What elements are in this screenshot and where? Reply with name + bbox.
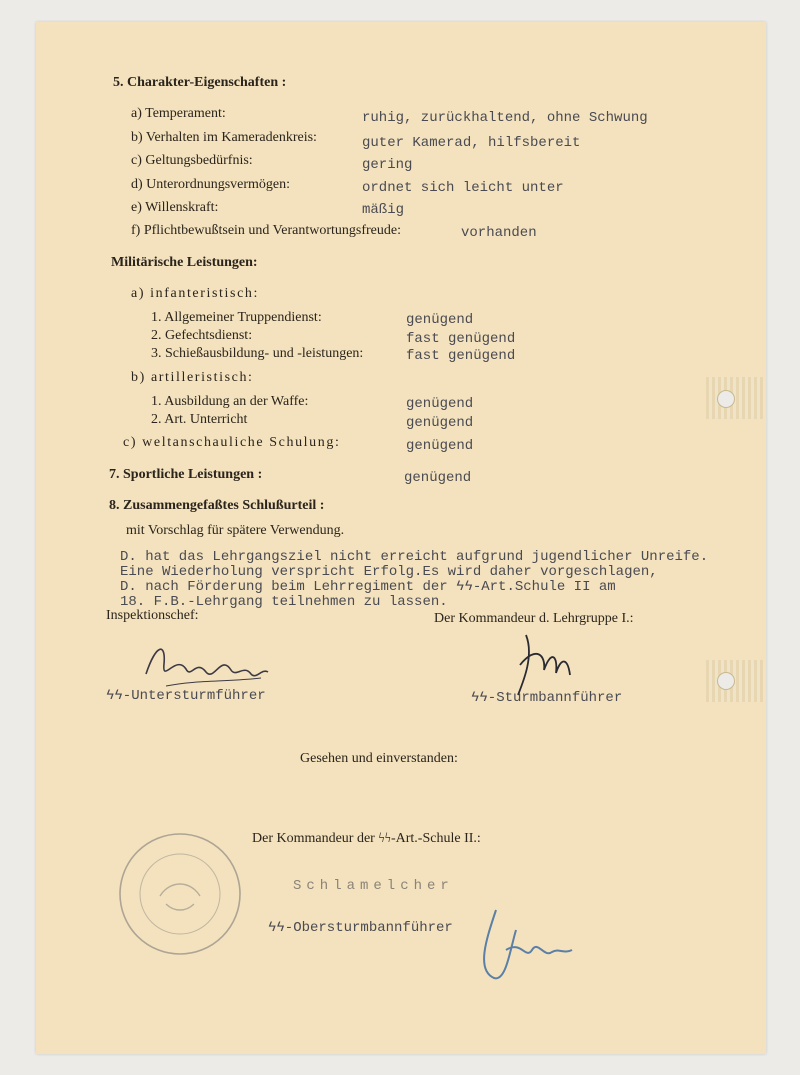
worldview-value: genügend — [406, 438, 474, 454]
section-8-heading: 8. Zusammengefaßtes Schlußurteil : — [109, 498, 325, 513]
section-5-heading: 5. Charakter-Eigenschaften : — [113, 75, 287, 90]
verdict-line-4: 18. F.B.-Lehrgang teilnehmen zu lassen. — [120, 594, 448, 610]
char-a-value: ruhig, zurückhaltend, ohne Schwung — [362, 110, 648, 126]
worldview-label: c) weltanschauliche Schulung: — [123, 435, 341, 450]
inspector-title: Inspektionschef: — [106, 608, 199, 623]
char-b-value: guter Kamerad, hilfsbereit — [362, 135, 581, 151]
char-f-label: f) Pflichtbewußtsein und Verantwortungsfreude: — [131, 223, 401, 238]
military-heading: Militärische Leistungen: — [111, 255, 258, 270]
artillery-label: b) artilleristisch: — [131, 370, 254, 385]
approval-text: Gesehen und einverstanden: — [300, 751, 458, 766]
verdict-line-1: D. hat das Lehrgangsziel nicht erreicht aufgrund jugendlicher Unreife. — [120, 549, 709, 565]
char-d-value: ordnet sich leicht unter — [362, 180, 564, 196]
section-7-heading: 7. Sportliche Leistungen : — [109, 467, 263, 482]
art-1-label: 1. Ausbildung an der Waffe: — [151, 394, 309, 409]
inf-1-label: 1. Allgemeiner Truppendienst: — [151, 310, 322, 325]
binding-tear-top — [706, 377, 764, 419]
char-c-label: c) Geltungsbedürfnis: — [131, 153, 253, 168]
official-stamp-icon — [116, 830, 246, 960]
section-8-sub: mit Vorschlag für spätere Verwendung. — [126, 523, 345, 538]
char-f-value: vorhanden — [461, 225, 537, 241]
inspector-signature-icon — [136, 634, 276, 694]
inf-3-value: fast genügend — [406, 348, 516, 364]
sport-value: genügend — [404, 470, 472, 486]
char-c-value: gering — [362, 157, 413, 173]
punch-hole-top — [717, 390, 735, 408]
verdict-line-2: Eine Wiederholung verspricht Erfolg.Es wird daher vorgeschlagen, — [120, 564, 658, 580]
infantry-label: a) infanteristisch: — [131, 286, 259, 301]
inf-3-label: 3. Schießausbildung- und -leistungen: — [151, 346, 364, 361]
char-a-label: a) Temperament: — [131, 106, 226, 121]
school-commander-title: Der Kommandeur der ϟϟ-Art.-Schule II.: — [252, 831, 481, 846]
inf-1-value: genügend — [406, 312, 474, 328]
verdict-line-3: D. nach Förderung beim Lehrregiment der ϟϟ-Art.Schule II am — [120, 579, 616, 595]
commander-group-title: Der Kommandeur d. Lehrgruppe I.: — [434, 611, 634, 626]
art-1-value: genügend — [406, 396, 474, 412]
art-2-label: 2. Art. Unterricht — [151, 412, 248, 427]
punch-hole-bottom — [717, 672, 735, 690]
school-commander-name: Schlamelcher — [293, 878, 454, 894]
inspector-rank: ϟϟ-Untersturmführer — [106, 688, 266, 704]
inf-2-value: fast genügend — [406, 331, 516, 347]
commander-group-rank: ϟϟ-Sturmbannführer — [471, 690, 623, 706]
binding-tear-bottom — [706, 660, 764, 702]
char-d-label: d) Unterordnungsvermögen: — [131, 177, 291, 192]
document-page — [36, 22, 766, 1054]
inf-2-label: 2. Gefechtsdienst: — [151, 328, 253, 343]
school-commander-signature-icon — [466, 890, 576, 990]
art-2-value: genügend — [406, 415, 474, 431]
char-e-value: mäßig — [362, 202, 405, 218]
char-e-label: e) Willenskraft: — [131, 200, 219, 215]
school-commander-rank: ϟϟ-Obersturmbannführer — [268, 920, 453, 936]
char-b-label: b) Verhalten im Kameradenkreis: — [131, 130, 317, 145]
